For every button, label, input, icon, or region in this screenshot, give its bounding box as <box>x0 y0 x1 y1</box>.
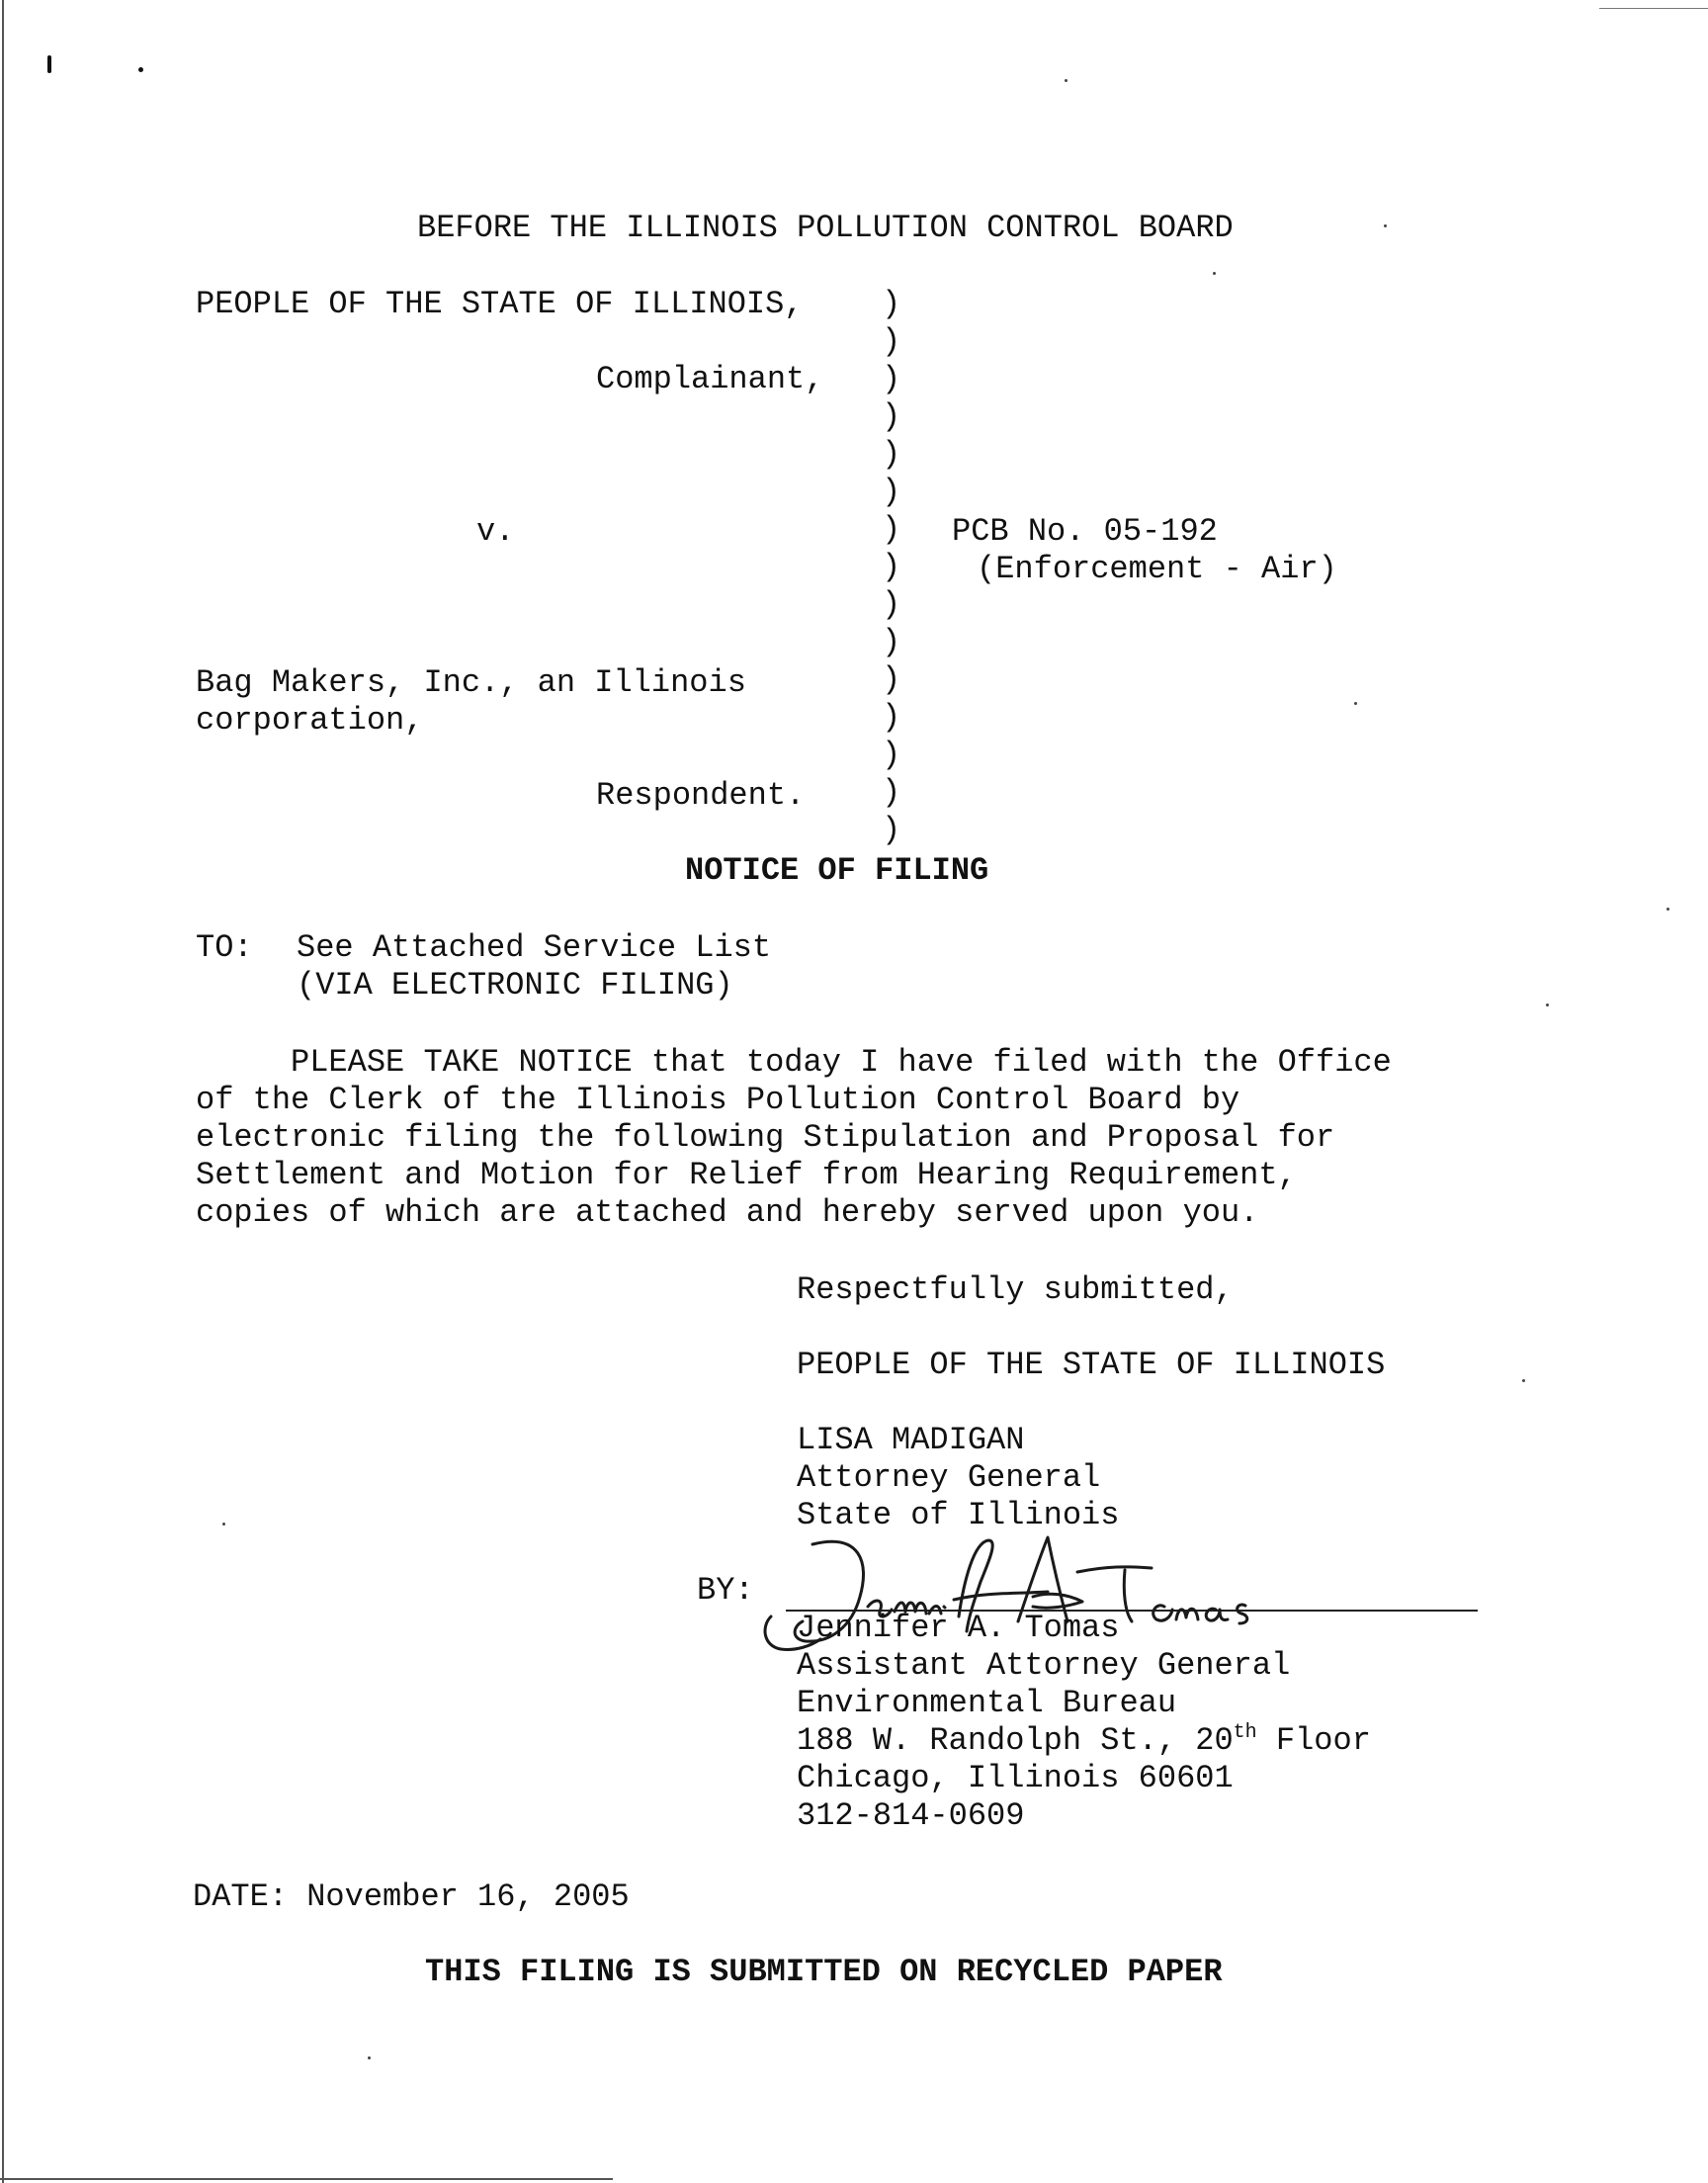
ag-name: LISA MADIGAN <box>797 1422 1025 1458</box>
paren: ) <box>882 812 901 848</box>
street-address <box>797 1722 1371 1760</box>
street-address-floor: Floor <box>1256 1722 1371 1759</box>
paren: ) <box>882 398 901 435</box>
scan-speck <box>222 1523 225 1526</box>
to-line-2: (VIA ELECTRONIC FILING) <box>297 967 733 1004</box>
notice-body-line: PLEASE TAKE NOTICE that today I have filed with the Office <box>196 1044 1392 1081</box>
defendant-name-line2: corporation, <box>196 702 424 739</box>
scan-top-right-line <box>1599 8 1708 9</box>
paren: ) <box>882 774 901 811</box>
case-type: (Enforcement - Air) <box>977 551 1337 587</box>
scan-speck <box>1522 1379 1525 1382</box>
court-heading: BEFORE THE ILLINOIS POLLUTION CONTROL BOARD <box>417 210 1234 246</box>
scan-speck <box>1213 272 1216 275</box>
paren: ) <box>882 323 901 360</box>
paren: ) <box>882 737 901 773</box>
paren: ) <box>882 624 901 660</box>
phone-number: 312-814-0609 <box>797 1797 1025 1834</box>
notice-body-line: electronic filing the following Stipulation and Proposal for <box>196 1119 1335 1156</box>
notice-body-line: copies of which are attached and hereby served upon you. <box>196 1194 1259 1231</box>
scan-speck <box>1065 79 1068 82</box>
floor-ordinal: th <box>1233 1721 1257 1744</box>
scan-left-border <box>2 0 4 2183</box>
signer-title: Assistant Attorney General <box>797 1647 1291 1684</box>
by-label: BY: <box>697 1572 754 1609</box>
scan-speck <box>1354 702 1357 705</box>
street-address-text: 188 W. Randolph St., 20 <box>797 1722 1234 1759</box>
plaintiff-role: Complainant, <box>596 361 824 397</box>
paren: ) <box>882 511 901 548</box>
scan-speck <box>1384 224 1387 227</box>
bureau-name: Environmental Bureau <box>797 1685 1177 1721</box>
scan-speck <box>138 67 143 72</box>
ag-title: Attorney General <box>797 1459 1101 1496</box>
notice-title: NOTICE OF FILING <box>685 852 989 889</box>
defendant-role: Respondent. <box>596 777 806 814</box>
plaintiff-name: PEOPLE OF THE STATE OF ILLINOIS, <box>196 286 804 322</box>
paren: ) <box>882 699 901 736</box>
scan-bottom-border <box>0 2178 613 2180</box>
paren: ) <box>882 474 901 510</box>
defendant-name-line1: Bag Makers, Inc., an Illinois <box>196 664 746 701</box>
scan-speck <box>368 2056 371 2059</box>
notice-body-line: Settlement and Motion for Relief from Hearing Requirement, <box>196 1157 1297 1193</box>
recycled-paper-notice: THIS FILING IS SUBMITTED ON RECYCLED PAPER <box>425 1954 1223 1990</box>
scan-speck <box>1666 908 1669 911</box>
party-name: PEOPLE OF THE STATE OF ILLINOIS <box>797 1347 1386 1383</box>
closing-text: Respectfully submitted, <box>797 1271 1234 1308</box>
scan-speck <box>1546 1004 1549 1006</box>
signer-name: Jennifer A. Tomas <box>797 1610 1120 1646</box>
paren: ) <box>882 436 901 473</box>
paren: ) <box>882 361 901 397</box>
scan-speck <box>47 55 51 73</box>
to-label: TO: <box>196 929 253 966</box>
paren: ) <box>882 549 901 585</box>
paren: ) <box>882 286 901 322</box>
ag-state: State of Illinois <box>797 1497 1120 1533</box>
versus-label: v. <box>476 513 515 550</box>
filing-date: DATE: November 16, 2005 <box>193 1878 630 1915</box>
city-line: Chicago, Illinois 60601 <box>797 1760 1234 1796</box>
to-line-1: See Attached Service List <box>297 929 772 966</box>
paren: ) <box>882 661 901 698</box>
paren: ) <box>882 586 901 623</box>
notice-body-line: of the Clerk of the Illinois Pollution Control Board by <box>196 1082 1240 1118</box>
case-number: PCB No. 05-192 <box>952 513 1218 550</box>
